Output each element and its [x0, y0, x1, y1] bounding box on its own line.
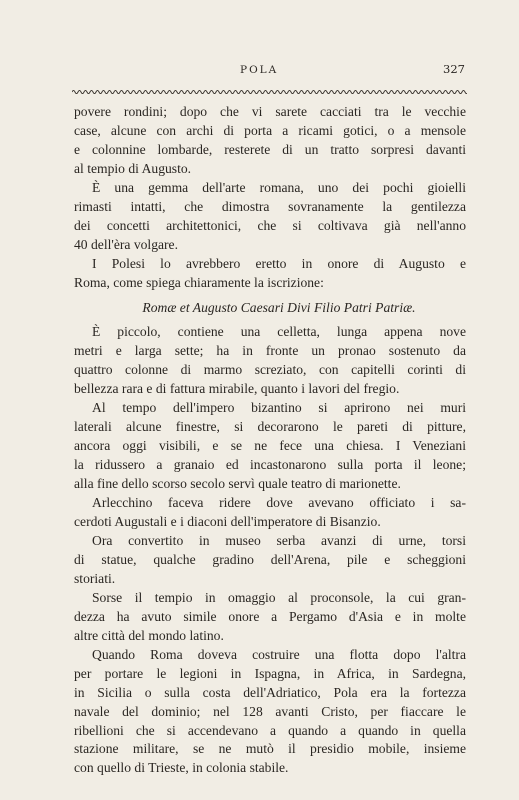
text-line: È una gemma dell'arte romana, uno dei pochi gioielli	[92, 179, 466, 195]
text-line: la ridussero a granaio ed incastonarono sulla porta il leone;	[74, 457, 466, 473]
text-line: alla fine dello scorso secolo servì quale teatro di marionette.	[74, 476, 401, 492]
inscription-line: Romæ et Augusto Caesari Divi Filio Patri Patriæ.	[142, 299, 416, 315]
text-line: Al tempo dell'impero bizantino si aprirono nei muri	[92, 400, 466, 416]
text-line: Arlecchino faceva ridere dove avevano officiato i sa-	[92, 495, 466, 511]
text-line: dei concetti architettonici, che si coltivava già nell'anno	[74, 217, 466, 233]
text-line: Sorse il tempio in omaggio al proconsole, la cui gran-	[92, 589, 466, 605]
text-line: 40 dell'èra volgare.	[74, 236, 178, 252]
text-line: metri e larga sette; ha in fronte un pronao sostenuto da	[74, 343, 466, 359]
text-line: con quello di Trieste, in colonia stabile.	[74, 760, 289, 776]
text-line: altre città del mondo latino.	[74, 627, 224, 643]
text-line: È piccolo, contiene una celletta, lunga appena nove	[92, 324, 466, 340]
text-line: laterali alcune finestre, si decorarono le pareti di pitture,	[74, 419, 466, 435]
body-text	[74, 103, 466, 778]
text-line: quattro colonne di marmo screziato, con capitelli corinti di	[74, 362, 466, 378]
text-line: dezza ha avuto simile onore a Pergamo d'Asia e in molte	[74, 608, 466, 624]
text-line: storiati.	[74, 570, 116, 586]
text-line: al tempio di Augusto.	[74, 160, 192, 176]
text-line: ribellioni che si accendevano a quando a quando in quella	[74, 722, 466, 738]
page-number: 327	[443, 62, 465, 76]
text-line: di statue, qualche gradino dell'Arena, pile e scheggioni	[74, 551, 466, 567]
text-line: ancora oggi visibili, e se ne fece una chiesa. I Veneziani	[74, 438, 466, 454]
text-line: per portare le legioni in Ispagna, in Africa, in Sardegna,	[74, 665, 466, 681]
running-title: POLA	[240, 64, 279, 76]
text-line: povere rondini; dopo che vi sarete cacciati tra le vecchie	[74, 104, 466, 119]
text-line: bellezza rara e di fattura mirabile, quanto i lavori del fregio.	[74, 381, 400, 397]
text-line: I Polesi lo avrebbero eretto in onore di Augusto e	[92, 255, 466, 271]
text-line: navale del dominio; nel 128 avanti Cristo, per fiaccare le	[74, 703, 466, 719]
text-line: Quando Roma doveva costruire una flotta dopo l'altra	[92, 646, 466, 662]
text-line: in Sicilia o sulla costa dell'Adriatico, Pola era la fortezza	[74, 684, 466, 700]
text-line: Ora convertito in museo serba avanzi di urne, torsi	[92, 532, 466, 548]
text-line: stazione militare, se ne mutò il presidio mobile, insieme	[74, 741, 466, 757]
text-line: Roma, come spiega chiaramente la iscrizione:	[74, 274, 324, 290]
text-line: cerdoti Augustali e i diaconi dell'imperatore di Bisanzio.	[74, 514, 381, 530]
text-line: case, alcune con archi di porta a ricami gotici, o a mensole	[74, 122, 466, 138]
page-header	[70, 62, 465, 78]
wavy-rule-ornament	[72, 88, 467, 96]
text-line: rimasti intatti, che dimostra sovranamente la gentilezza	[74, 198, 466, 214]
text-line: e colonnine lombarde, resterete di un tratto sorpresi davanti	[74, 141, 466, 157]
